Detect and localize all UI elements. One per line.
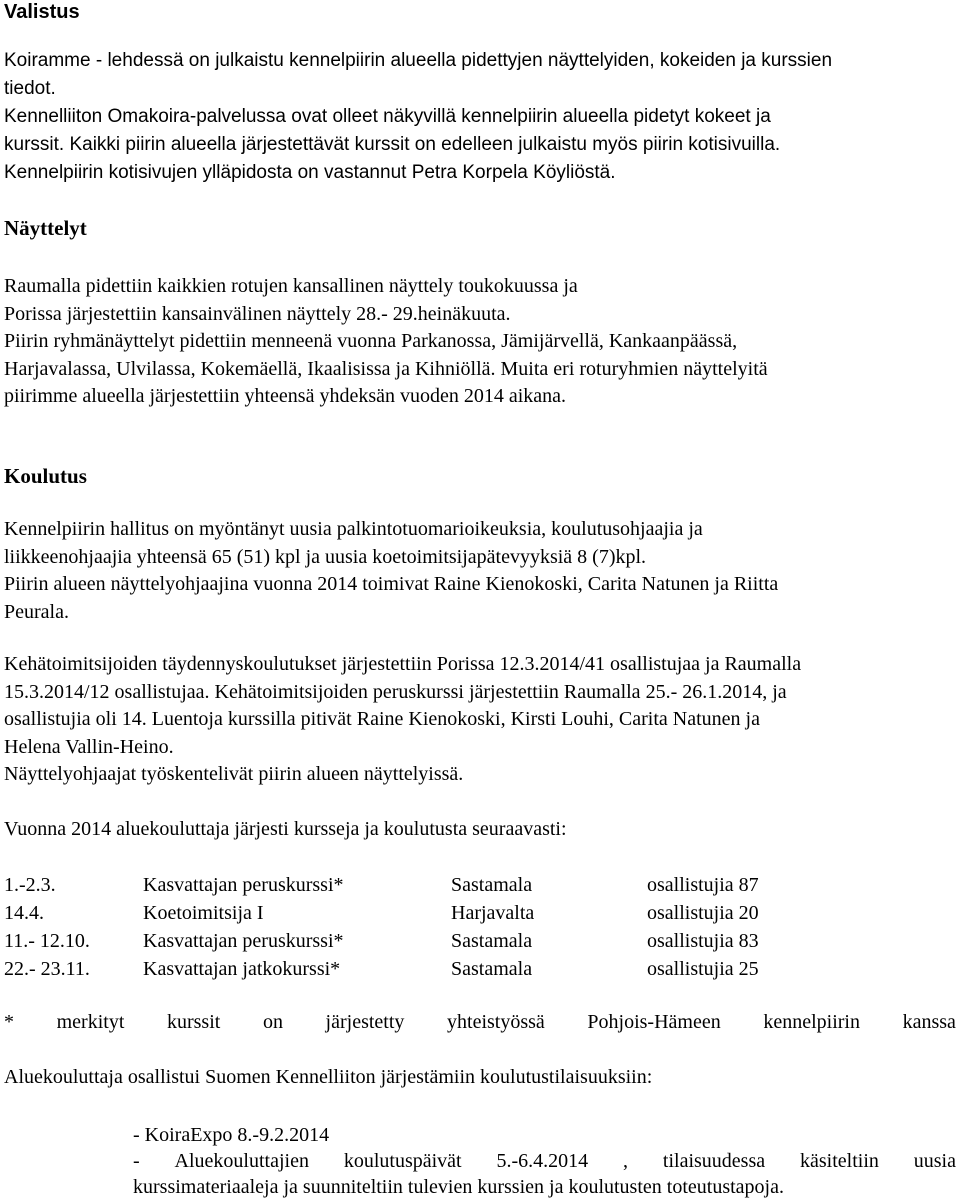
event-word: tilaisuudessa (662, 1150, 766, 1172)
text-line: Harjavalassa, Ulvilassa, Kokemäellä, Ikaalisissa ja Kihniöllä. Muita eri roturyhmien näyttelyitä (4, 357, 768, 380)
text-line: Peurala. (4, 600, 69, 623)
attended-intro: Aluekouluttaja osallistui Suomen Kennelliiton järjestämiin koulutustilaisuuksiin: (4, 1066, 653, 1088)
section-heading-valistus: Valistus (4, 1, 80, 23)
section-heading-nayttelyt: Näyttelyt (4, 216, 87, 240)
text-line: kurssit. Kaikki piirin alueella järjestettävät kurssit on edelleen julkaistu myös piirin kotisivuilla. (4, 134, 781, 155)
event-word: uusia (913, 1150, 956, 1172)
footnote-word: kurssit (166, 1011, 221, 1033)
koulutus-paragraph-1 (4, 516, 778, 626)
footnote-word: kennelpiirin (763, 1011, 860, 1033)
event-word: , (623, 1150, 629, 1172)
text-line: Näyttelyohjaajat työskentelivät piirin alueen näyttelyissä. (4, 763, 464, 785)
course-participants: osallistujia 20 (647, 902, 759, 924)
text-line: Raumalla pidettiin kaikkien rotujen kansallinen näyttely toukokuussa ja (4, 275, 578, 297)
courses-intro: Vuonna 2014 aluekouluttaja järjesti kursseja ja koulutusta seuraavasti: (4, 818, 567, 840)
course-date: 14.4. (4, 902, 44, 924)
text-line: piirimme alueella järjestettiin yhteensä yhdeksän vuoden 2014 aikana. (4, 385, 567, 407)
text-line: Kennelliiton Omakoira-palvelussa ovat olleet näkyvillä kennelpiirin alueella pidetyt kokeet ja (4, 106, 771, 127)
course-name: Kasvattajan peruskurssi* (143, 874, 344, 896)
event-word: käsiteltiin (800, 1150, 879, 1172)
course-participants: osallistujia 87 (647, 874, 759, 896)
footnote-word: Pohjois-Hämeen (587, 1011, 721, 1033)
nayttelyt-paragraph (4, 273, 768, 411)
text-line: osallistujia oli 14. Luentoja kurssilla pitivät Raine Kienokoski, Kirsti Louhi, Carita Natunen ja (4, 708, 760, 730)
section-heading-koulutus: Koulutus (4, 464, 87, 488)
course-place: Sastamala (451, 958, 533, 980)
event-word: Aluekouluttajien (174, 1150, 309, 1172)
event-line-1: - KoiraExpo 8.-9.2.2014 (133, 1124, 330, 1146)
event-line-2 (133, 1148, 956, 1176)
event-word: koulutuspäivät (343, 1150, 462, 1172)
text-line: tiedot. (4, 78, 56, 99)
footnote-word: kanssa (902, 1011, 956, 1033)
event-line-2-continued: kurssimateriaaleja ja suunniteltiin tulevien kurssien ja koulutusten toteutustapoja. (133, 1176, 784, 1198)
event-word: - (133, 1150, 140, 1172)
footnote-word: yhteistyössä (447, 1011, 545, 1033)
course-date: 22.- 23.11. (4, 958, 90, 980)
text-line: Kennelpiirin hallitus on myöntänyt uusia palkintotuomarioikeuksia, koulutusohjaajia ja (4, 518, 703, 540)
course-name: Koetoimitsija I (143, 902, 264, 924)
footnote-word: järjestetty (325, 1011, 405, 1033)
course-date: 11.- 12.10. (4, 930, 90, 952)
footnote (4, 1009, 956, 1037)
text-line: Koiramme - lehdessä on julkaistu kennelpiirin alueella pidettyjen näyttelyiden, kokeiden ja kurssien (4, 50, 833, 71)
course-participants: osallistujia 25 (647, 958, 759, 980)
text-line: Porissa järjestettiin kansainvälinen näyttely 28.- 29.heinäkuuta. (4, 302, 511, 325)
course-date: 1.-2.3. (4, 874, 56, 896)
text-line: Kennelpiirin kotisivujen ylläpidosta on vastannut Petra Korpela Köyliöstä. (4, 162, 616, 183)
text-line: Kehätoimitsijoiden täydennyskoulutukset järjestettiin Porissa 12.3.2014/41 osallistujaa ja Raumalla (4, 653, 802, 675)
course-name: Kasvattajan peruskurssi* (143, 930, 344, 952)
text-line: Piirin ryhmänäyttelyt pidettiin menneenä vuonna Parkanossa, Jämijärvellä, Kankaanpäässä, (4, 330, 738, 352)
course-name: Kasvattajan jatkokurssi* (143, 958, 341, 980)
course-place: Sastamala (451, 930, 533, 952)
text-line: Piirin alueen näyttelyohjaajina vuonna 2014 toimivat Raine Kienokoski, Carita Natunen ja Riitta (4, 573, 779, 595)
valistus-paragraph (4, 47, 832, 187)
koulutus-paragraph-2 (4, 651, 801, 789)
course-participants: osallistujia 83 (647, 930, 759, 952)
footnote-word: on (262, 1011, 283, 1033)
event-word: 5.-6.4.2014 (496, 1150, 589, 1172)
footnote-word: merkityt (56, 1011, 125, 1033)
text-line: liikkeenohjaajia yhteensä 65 (51) kpl ja uusia koetoimitsijapätevyyksiä 8 (7)kpl. (4, 545, 647, 568)
footnote-word: * (4, 1011, 14, 1033)
text-line: Helena Vallin-Heino. (4, 735, 174, 758)
text-line: 15.3.2014/12 osallistujaa. Kehätoimitsijoiden peruskurssi järjestettiin Raumalla 25.- 26.1.2014, ja (4, 680, 787, 703)
course-place: Harjavalta (451, 902, 535, 924)
course-place: Sastamala (451, 874, 533, 896)
